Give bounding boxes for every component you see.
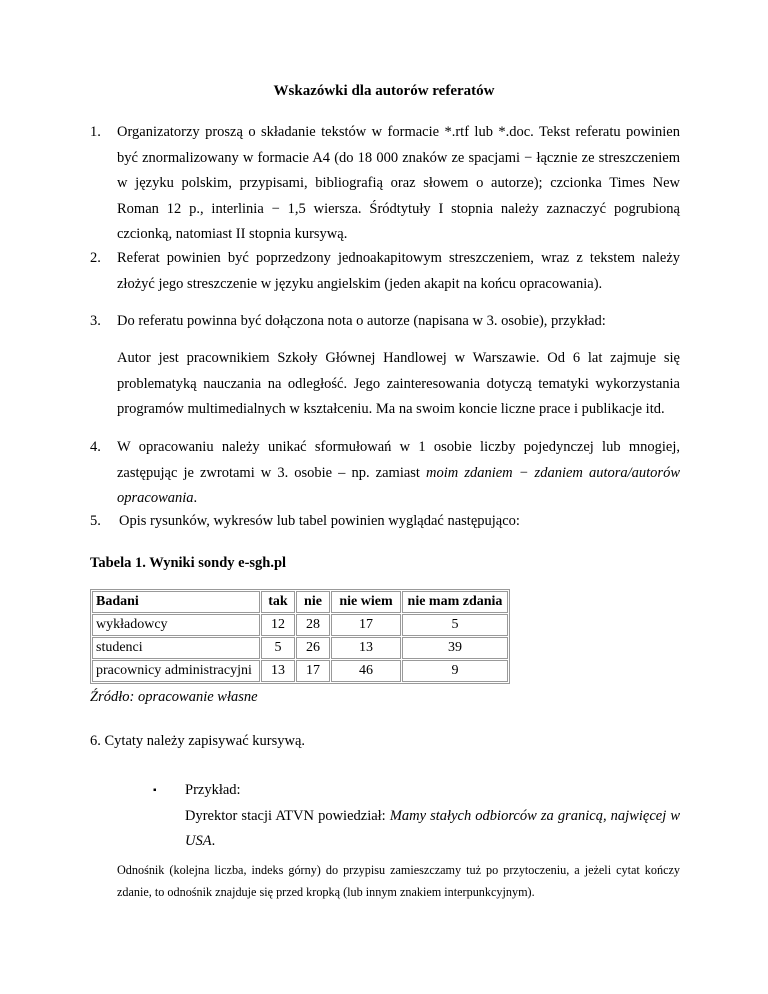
header-cell: tak: [261, 591, 295, 613]
table-header-row: [92, 591, 508, 613]
table-cell: 9: [402, 660, 508, 682]
item-number: 3.: [90, 313, 101, 329]
header-cell: nie wiem: [331, 591, 401, 613]
table-cell: 5: [402, 614, 508, 636]
header-cell: nie: [296, 591, 330, 613]
page-title: Wskazówki dla autorów referatów: [273, 83, 495, 99]
table-cell: pracownicy administracyjni: [92, 660, 260, 682]
example-text: [185, 804, 680, 855]
item-text: [117, 435, 680, 512]
citation-example: [185, 778, 680, 855]
item-text: Do referatu powinna być dołączona nota o autorze (napisana w 3. osobie), przykład:: [117, 313, 606, 329]
table-cell: 17: [296, 660, 330, 682]
square-bullet-icon: ▪: [153, 785, 157, 796]
table-cell: 5: [261, 637, 295, 659]
table-row: [92, 660, 508, 682]
list-item-4: [90, 435, 680, 512]
item-text: Opis rysunków, wykresów lub tabel powinien wyglądać następująco:: [119, 513, 520, 529]
author-note-example: Autor jest pracownikiem Szkoły Głównej Handlowej w Warszawie. Od 6 lat zajmuje się problematyką nauczania na odległość. Jego zainteresowania dotyczą tematyki wykorzystania programów multimedialnych w kształceniu. Ma na swoim koncie liczne prace i publikacje itd.: [117, 350, 680, 418]
header-cell: Badani: [92, 591, 260, 613]
table-cell: 39: [402, 637, 508, 659]
item-text: Referat powinien być poprzedzony jednoakapitowym streszczeniem, wraz z tekstem należy złożyć jego streszczenie w języku angielskim (jeden akapit na końcu opracowania).: [117, 250, 680, 292]
header-cell: nie mam zdania: [402, 591, 508, 613]
table-caption: Tabela 1. Wyniki sondy e-sgh.pl: [90, 555, 287, 571]
table-cell: 13: [331, 637, 401, 659]
footnote-rule: Odnośnik (kolejna liczba, indeks górny) do przypisu zamieszczamy tuż po przytoczeniu, a jeżeli cytat kończy zdanie, to odnośnik znajduje się przed kropką (lub innym znakiem interpunkcyjnym).: [117, 863, 680, 899]
item-text-italic: moim zdaniem − zdaniem autora/autorów opracowania: [117, 464, 680, 507]
item-number: 2.: [90, 250, 101, 266]
table-cell: 26: [296, 637, 330, 659]
item-number: 1.: [90, 124, 101, 140]
item-text-main: W opracowaniu należy unikać sformułowań w 1 osobie liczby pojedynczej lub mnogiej, zastępując je zwrotami w 3. osobie – np. zamiast: [117, 439, 680, 481]
list-item-5: [90, 509, 680, 535]
table-row: [92, 614, 508, 636]
table-cell: 28: [296, 614, 330, 636]
list-item-3: [90, 309, 680, 335]
table-cell: 13: [261, 660, 295, 682]
table-row: [92, 637, 508, 659]
item-text: Organizatorzy proszą o składanie tekstów w formacie *.rtf lub *.doc. Tekst referatu powinien być znormalizowany w formacie A4 (do 18 000 znaków ze spacjami − łącznie ze streszczeniem w języku polskim, przypisami, bibliografią oraz słowem o autorze); czcionka Times New Roman 12 p., interlinia − 1,5 wiersza. Śródtytuły I stopnia należy zaznaczyć pogrubioną czcionką, natomiast II stopnia kursywą.: [117, 124, 680, 243]
item-number: 5.: [90, 513, 101, 529]
table-cell: wykładowcy: [92, 614, 260, 636]
example-label: Przykład:: [185, 782, 241, 798]
results-table: [90, 589, 510, 684]
table-cell: 17: [331, 614, 401, 636]
item-number: 4.: [90, 439, 101, 455]
example-text-main: Dyrektor stacji ATVN powiedział:: [185, 807, 390, 824]
list-item-2: [90, 246, 680, 297]
table-cell: 46: [331, 660, 401, 682]
item-text-tail: .: [193, 490, 198, 507]
list-item-1: [90, 120, 680, 248]
example-tail: .: [211, 833, 216, 850]
example-quote: Mamy stałych odbiorców za granicą, najwięcej w USA: [185, 807, 680, 850]
table-source: Źródło: opracowanie własne: [90, 689, 258, 705]
table-cell: 12: [261, 614, 295, 636]
citation-rule: 6. Cytaty należy zapisywać kursywą.: [90, 733, 306, 749]
table-cell: studenci: [92, 637, 260, 659]
